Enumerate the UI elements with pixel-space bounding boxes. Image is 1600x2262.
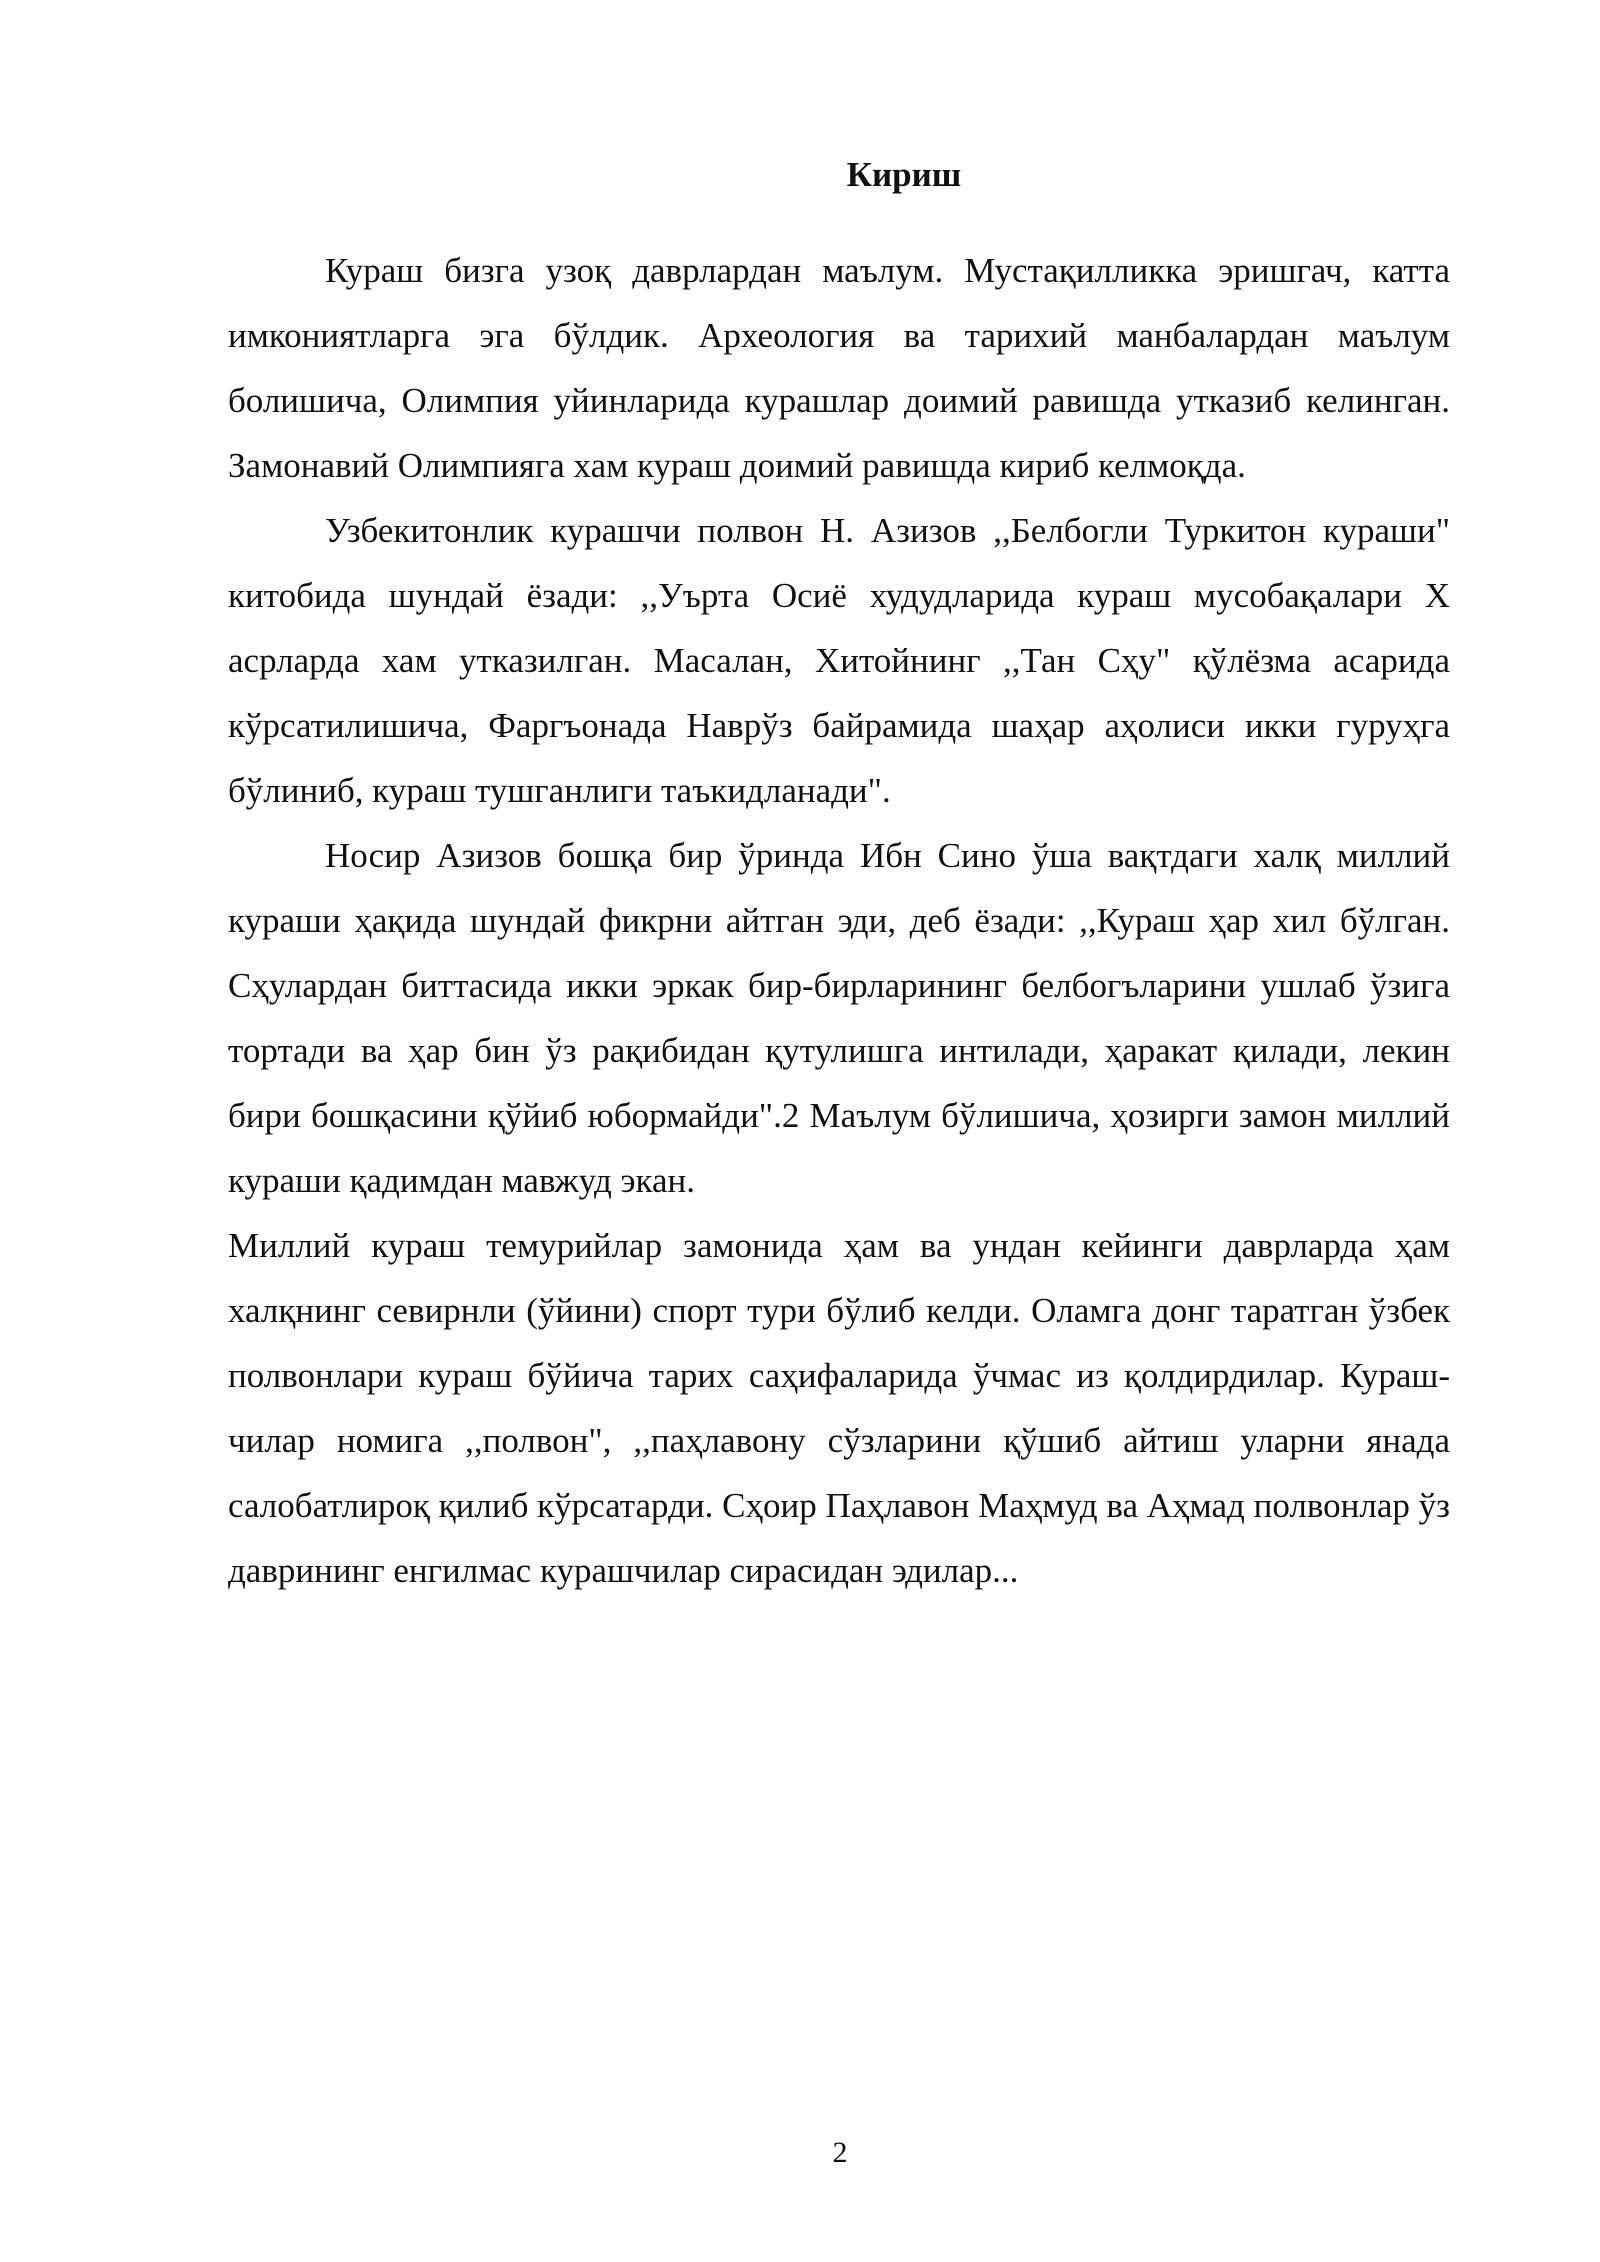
paragraph-4: Миллий кураш темурийлар замонида ҳам ва ундан кейинги даврларда ҳам халқнинг севирнли (ўйини) спорт тури бўлиб келди. Оламга донг таратган ўзбек полвонлари кураш бўйича тарих саҳифаларида ўчмас из қолдирдилар. Кураш-чилар номига ,,полвон", ,,паҳлавону сўзларини қўшиб айтиш уларни янада салобатлироқ қилиб кўрсатарди. Сҳоир Паҳлавон Маҳмуд ва Аҳмад полвонлар ўз даврининг енгилмас курашчилар сирасидан эдилар...	[228, 1226, 1450, 1590]
title-container	[228, 150, 1450, 200]
body-text	[228, 238, 1450, 1603]
paragraph-2: Узбекитонлик курашчи полвон Н. Азизов ,,Белбогли Туркитон кураши" китобида шундай ёзади: ,,Уърта Осиё худудларида кураш мусобақалари X асрларда хам утказилган. Масалан, Хитойнинг ,,Тан Сҳу" қўлёзма асарида кўрсатилишича, Фаргъонада Наврўз байрамида шаҳар аҳолиси икки гуруҳга бўлиниб, кураш тушганлиги таъкидланади".	[228, 511, 1450, 810]
paragraph-3: Носир Азизов бошқа бир ўринда Ибн Сино ўша вақтдаги халқ миллий кураши ҳақида шундай фикрни айтган эди, деб ёзади: ,,Кураш ҳар хил бўлган. Сҳулардан биттасида икки эркак бир-бирларининг белбогъларини ушлаб ўзига тортади ва ҳар бин ўз рақибидан қутулишга интилади, ҳаракат қилади, лекин бири бошқасини қўйиб юбормайди".2 Маълум бўлишича, ҳозирги замон миллий кураши қадимдан мавжуд экан.	[228, 836, 1450, 1200]
paragraph-1: Кураш бизга узоқ даврлардан маълум. Мустақилликка эришгач, катта имкониятларга эга бўлдик. Археология ва тарихий манбалардан маълум болишича, Олимпия уйинларида курашлар доимий равишда утказиб келинган. Замонавий Олимпияга хам кураш доимий равишда кириб келмоқда.	[228, 251, 1450, 485]
page-number: 2	[832, 2136, 848, 2169]
page-title: Кириш	[846, 155, 962, 194]
